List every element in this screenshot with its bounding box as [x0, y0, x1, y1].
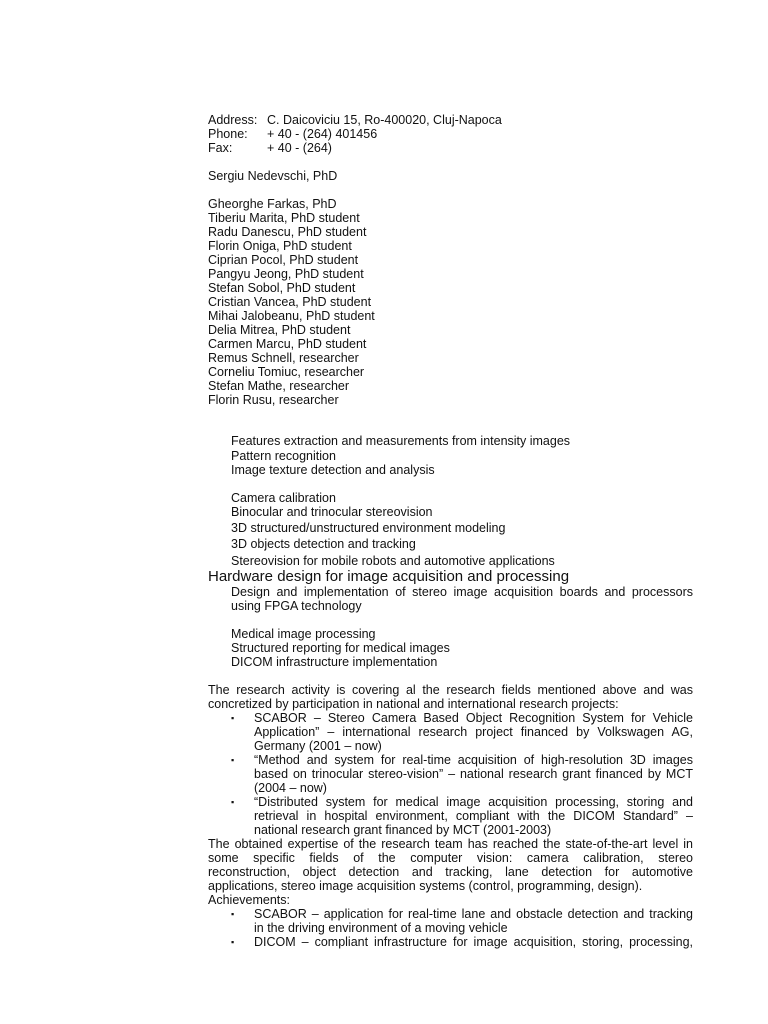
- field-item: Image texture detection and analysis: [231, 463, 435, 477]
- member-name: Radu Danescu, PhD student: [208, 225, 367, 239]
- field-item: DICOM infrastructure implementation: [231, 655, 438, 669]
- member-name: Tiberiu Marita, PhD student: [208, 211, 360, 225]
- phone-label: Phone:: [208, 127, 248, 141]
- field-item: Pattern recognition: [231, 449, 336, 463]
- member-name: Gheorghe Farkas, PhD: [208, 197, 337, 211]
- address-line: [208, 113, 502, 127]
- project-line: SCABOR – Stereo Camera Based Object Recognition System for Vehicle: [254, 711, 693, 725]
- member-name: Florin Rusu, researcher: [208, 393, 339, 407]
- bullet-icon: ▪: [231, 755, 235, 765]
- field-item: using FPGA technology: [231, 599, 362, 613]
- member-name: Stefan Sobol, PhD student: [208, 281, 356, 295]
- field-item: Stereovision for mobile robots and automotive applications: [231, 554, 555, 568]
- address-value: C. Daicoviciu 15, Ro-400020, Cluj-Napoca: [267, 113, 502, 127]
- achievement-line: DICOM – compliant infrastructure for image acquisition, storing, processing,: [254, 935, 693, 949]
- group-head: Sergiu Nedevschi, PhD: [208, 169, 338, 183]
- phone-value: + 40 - (264) 401456: [267, 127, 378, 141]
- member-name: Remus Schnell, researcher: [208, 351, 359, 365]
- field-item: Medical image processing: [231, 627, 376, 641]
- project-line: Germany (2001 – now): [254, 739, 382, 753]
- member-name: Delia Mitrea, PhD student: [208, 323, 351, 337]
- field-item: 3D structured/unstructured environment modeling: [231, 521, 506, 535]
- project-line: national research grant financed by MCT (2001-2003): [254, 823, 552, 837]
- member-name: Cristian Vancea, PhD student: [208, 295, 372, 309]
- field-item: Structured reporting for medical images: [231, 641, 450, 655]
- fax-line: [208, 141, 332, 155]
- hardware-heading: Hardware design for image acquisition and processing: [208, 568, 570, 585]
- project-line: based on trinocular stereo-vision” – national research grant financed by MCT: [254, 767, 693, 781]
- field-item: 3D objects detection and tracking: [231, 537, 416, 551]
- project-line: retrieval in hospital environment, compliant with the DICOM Standard” –: [254, 809, 693, 823]
- achievements-label: Achievements:: [208, 893, 290, 907]
- achievement-line: SCABOR – application for real-time lane and obstacle detection and tracking: [254, 907, 693, 921]
- address-label: Address:: [208, 113, 258, 127]
- research-intro-line: The research activity is covering al the research fields mentioned above and was: [208, 683, 693, 697]
- bullet-icon: ▪: [231, 797, 235, 807]
- member-name: Corneliu Tomiuc, researcher: [208, 365, 365, 379]
- member-name: Carmen Marcu, PhD student: [208, 337, 367, 351]
- field-item: Binocular and trinocular stereovision: [231, 505, 433, 519]
- member-name: Mihai Jalobeanu, PhD student: [208, 309, 375, 323]
- achievement-line: in the driving environment of a moving vehicle: [254, 921, 508, 935]
- expertise-line: The obtained expertise of the research team has reached the state-of-the-art level in: [208, 837, 693, 851]
- field-item: Design and implementation of stereo image acquisition boards and processors: [231, 585, 693, 599]
- phone-line: [208, 127, 377, 141]
- field-item: Camera calibration: [231, 491, 336, 505]
- expertise-line: reconstruction, object detection and tracking, lane detection for automotive: [208, 865, 693, 879]
- member-name: Pangyu Jeong, PhD student: [208, 267, 364, 281]
- expertise-line: applications, stereo image acquisition systems (control, programming, design).: [208, 879, 643, 893]
- fax-label: Fax:: [208, 141, 233, 155]
- bullet-icon: ▪: [231, 937, 235, 947]
- fax-value: + 40 - (264): [267, 141, 332, 155]
- bullet-icon: ▪: [231, 713, 235, 723]
- expertise-line: some specific fields of the computer vision: camera calibration, stereo: [208, 851, 693, 865]
- project-line: Application” – international research project financed by Volkswagen AG,: [254, 725, 693, 739]
- project-line: (2004 – now): [254, 781, 327, 795]
- project-line: “Method and system for real-time acquisition of high-resolution 3D images: [254, 753, 693, 767]
- bullet-icon: ▪: [231, 909, 235, 919]
- member-name: Stefan Mathe, researcher: [208, 379, 350, 393]
- member-name: Florin Oniga, PhD student: [208, 239, 352, 253]
- research-intro-line: concretized by participation in national and international research projects:: [208, 697, 619, 711]
- member-name: Ciprian Pocol, PhD student: [208, 253, 359, 267]
- project-line: “Distributed system for medical image acquisition processing, storing and: [254, 795, 693, 809]
- field-item: Features extraction and measurements from intensity images: [231, 434, 571, 448]
